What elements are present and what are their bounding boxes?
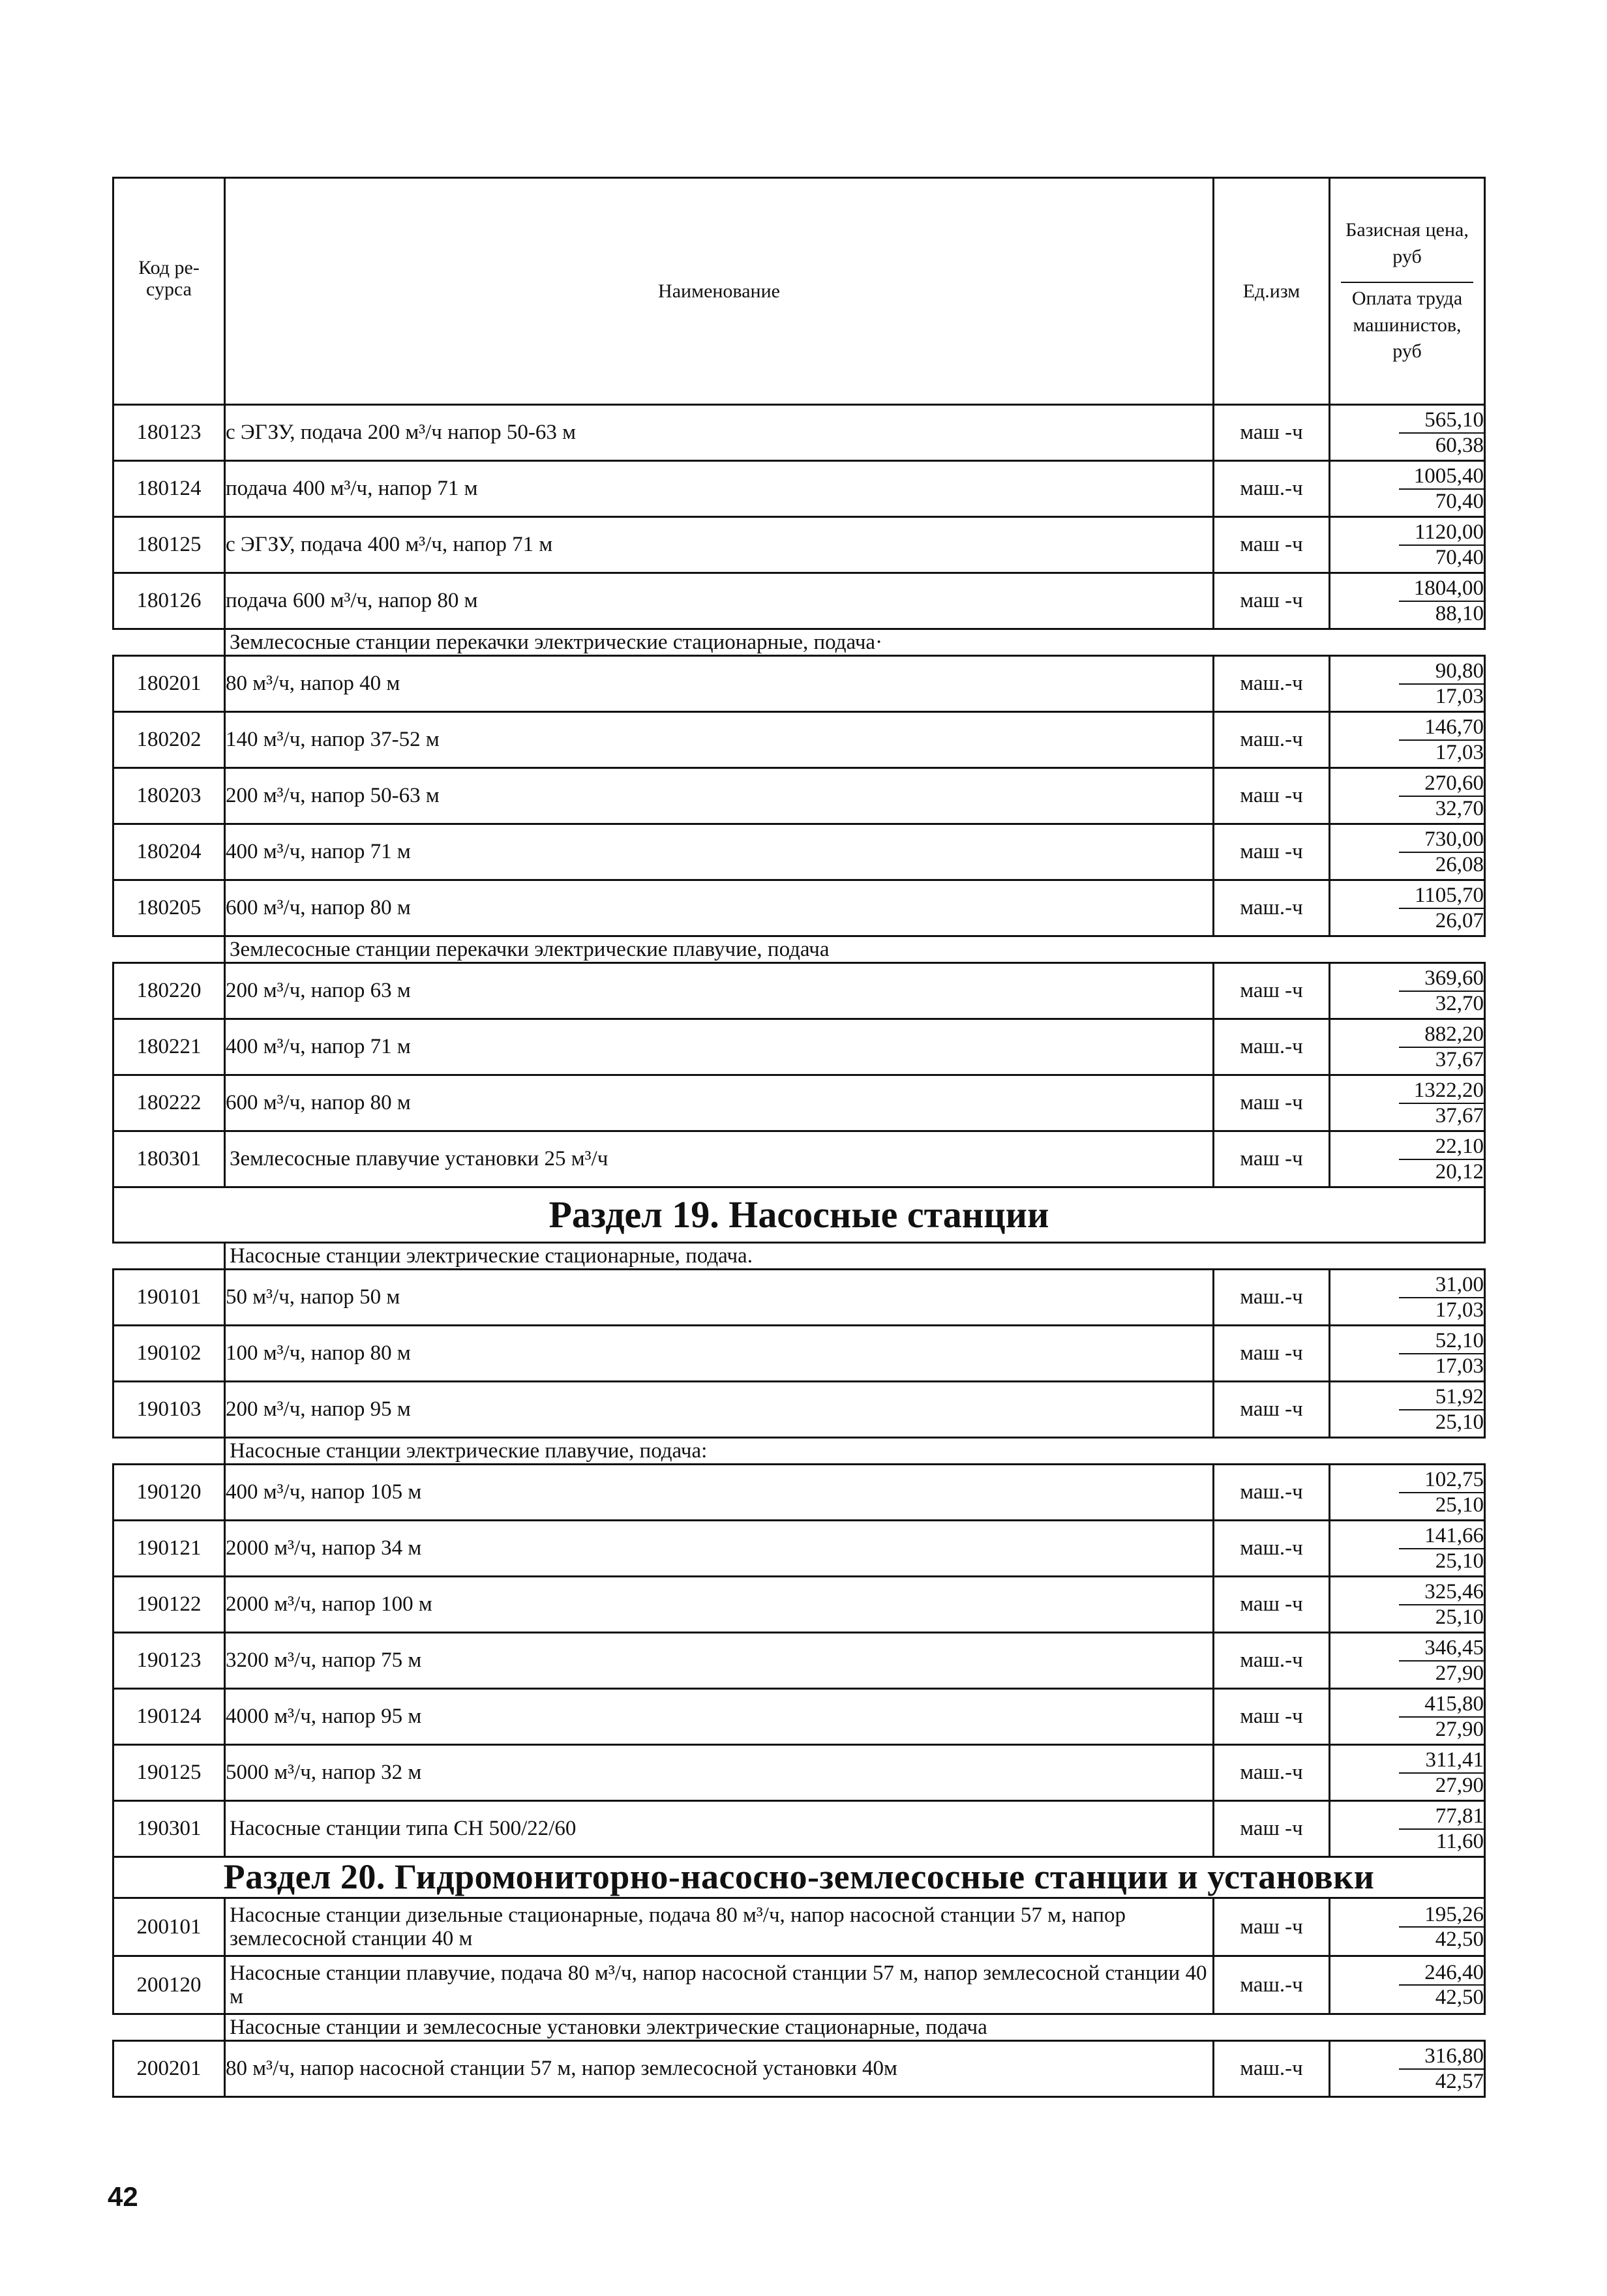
base-price: 565,10 bbox=[1399, 408, 1484, 433]
operator-pay: 70,40 bbox=[1435, 545, 1484, 569]
table-row bbox=[113, 1633, 1485, 1689]
price-cell bbox=[1330, 517, 1485, 573]
resource-name: Насосные станции дизельные стационарные, подача 80 м³/ч, напор насосной станции 57 м, напор землесосной станции 40 м bbox=[225, 1898, 1214, 1956]
base-price: 730,00 bbox=[1399, 827, 1484, 852]
table-row bbox=[113, 712, 1485, 768]
unit-of-measure: маш -ч bbox=[1214, 1326, 1330, 1382]
page-number: 42 bbox=[108, 2181, 138, 2212]
group-heading: Землесосные станции перекачки электрические плавучие, подача bbox=[225, 936, 1485, 963]
price-cell bbox=[1330, 1270, 1485, 1326]
unit-of-measure: маш -ч bbox=[1214, 824, 1330, 880]
resource-name: 5000 м³/ч, напор 32 м bbox=[225, 1745, 1214, 1801]
resource-code: 180205 bbox=[113, 880, 225, 936]
unit-of-measure: маш.-ч bbox=[1214, 656, 1330, 712]
price-cell bbox=[1330, 656, 1485, 712]
resource-name: 100 м³/ч, напор 80 м bbox=[225, 1326, 1214, 1382]
base-price: 246,40 bbox=[1399, 1961, 1484, 1986]
table-row bbox=[113, 1465, 1485, 1521]
group-heading: Землесосные станции перекачки электрические стационарные, подача· bbox=[225, 629, 1485, 656]
base-price: 369,60 bbox=[1399, 966, 1484, 991]
header-name: Наименование bbox=[225, 178, 1214, 405]
price-cell bbox=[1330, 573, 1485, 629]
unit-of-measure: маш -ч bbox=[1214, 1801, 1330, 1857]
section-heading: Раздел 19. Насосные станции bbox=[113, 1187, 1485, 1243]
resource-name: 2000 м³/ч, напор 34 м bbox=[225, 1521, 1214, 1577]
price-cell bbox=[1330, 2041, 1485, 2097]
resource-name: 200 м³/ч, напор 63 м bbox=[225, 963, 1214, 1019]
resource-code: 190122 bbox=[113, 1577, 225, 1633]
resource-code: 200101 bbox=[113, 1898, 225, 1956]
table-row bbox=[113, 1075, 1485, 1131]
resource-name: 200 м³/ч, напор 50-63 м bbox=[225, 768, 1214, 824]
base-price: 31,00 bbox=[1399, 1273, 1484, 1298]
operator-pay: 17,03 bbox=[1435, 1354, 1484, 1378]
resource-name: 3200 м³/ч, напор 75 м bbox=[225, 1633, 1214, 1689]
operator-pay: 20,12 bbox=[1435, 1159, 1484, 1184]
resource-name: 600 м³/ч, напор 80 м bbox=[225, 880, 1214, 936]
group-heading: Насосные станции электрические плавучие, подача: bbox=[225, 1438, 1485, 1465]
header-pay: Оплата труда машинистов, руб bbox=[1341, 282, 1473, 365]
resource-name: подача 400 м³/ч, напор 71 м bbox=[225, 461, 1214, 517]
unit-of-measure: маш -ч bbox=[1214, 517, 1330, 573]
base-price: 51,92 bbox=[1399, 1385, 1484, 1410]
table-row bbox=[113, 1689, 1485, 1745]
resource-code: 190101 bbox=[113, 1270, 225, 1326]
resource-name: 200 м³/ч, напор 95 м bbox=[225, 1382, 1214, 1438]
group-heading-row bbox=[113, 1438, 1485, 1465]
table-row bbox=[113, 963, 1485, 1019]
operator-pay: 25,10 bbox=[1435, 1549, 1484, 1573]
price-cell bbox=[1330, 405, 1485, 461]
group-heading-row bbox=[113, 936, 1485, 963]
unit-of-measure: маш.-ч bbox=[1214, 712, 1330, 768]
unit-of-measure: маш -ч bbox=[1214, 573, 1330, 629]
operator-pay: 25,10 bbox=[1435, 1410, 1484, 1434]
resource-code: 180221 bbox=[113, 1019, 225, 1075]
table-row bbox=[113, 1270, 1485, 1326]
group-heading: Насосные станции электрические стационарные, подача. bbox=[225, 1243, 1485, 1270]
unit-of-measure: маш.-ч bbox=[1214, 1019, 1330, 1075]
table-row bbox=[113, 880, 1485, 936]
operator-pay: 17,03 bbox=[1435, 684, 1484, 708]
base-price: 346,45 bbox=[1399, 1636, 1484, 1661]
resource-code: 200120 bbox=[113, 1956, 225, 2014]
base-price: 325,46 bbox=[1399, 1580, 1484, 1605]
table-row bbox=[113, 1577, 1485, 1633]
operator-pay: 88,10 bbox=[1435, 601, 1484, 625]
group-heading-row bbox=[113, 2014, 1485, 2041]
operator-pay: 25,10 bbox=[1435, 1493, 1484, 1517]
table-row bbox=[113, 768, 1485, 824]
resource-name: 400 м³/ч, напор 71 м bbox=[225, 1019, 1214, 1075]
price-cell bbox=[1330, 1075, 1485, 1131]
resource-code: 180123 bbox=[113, 405, 225, 461]
price-cell bbox=[1330, 1131, 1485, 1187]
table-row bbox=[113, 1801, 1485, 1857]
group-heading: Насосные станции и землесосные установки электрические стационарные, подача bbox=[225, 2014, 1485, 2041]
resource-name: Насосные станции типа СН 500/22/60 bbox=[225, 1801, 1214, 1857]
price-cell bbox=[1330, 1521, 1485, 1577]
unit-of-measure: маш.-ч bbox=[1214, 880, 1330, 936]
resource-name: Насосные станции плавучие, подача 80 м³/ч, напор насосной станции 57 м, напор землесосной станции 40 м bbox=[225, 1956, 1214, 2014]
header-code: Код ре- сурса bbox=[113, 178, 225, 405]
operator-pay: 42,50 bbox=[1435, 1928, 1484, 1951]
table-row bbox=[113, 824, 1485, 880]
unit-of-measure: маш.-ч bbox=[1214, 1465, 1330, 1521]
resource-name: 400 м³/ч, напор 105 м bbox=[225, 1465, 1214, 1521]
operator-pay: 25,10 bbox=[1435, 1605, 1484, 1629]
resource-name: 4000 м³/ч, напор 95 м bbox=[225, 1689, 1214, 1745]
group-code-empty bbox=[113, 1438, 225, 1465]
operator-pay: 27,90 bbox=[1435, 1773, 1484, 1797]
resource-code: 180301 bbox=[113, 1131, 225, 1187]
price-cell bbox=[1330, 1577, 1485, 1633]
unit-of-measure: маш -ч bbox=[1214, 405, 1330, 461]
operator-pay: 27,90 bbox=[1435, 1717, 1484, 1741]
price-table bbox=[112, 177, 1486, 2098]
unit-of-measure: маш.-ч bbox=[1214, 461, 1330, 517]
price-cell bbox=[1330, 1019, 1485, 1075]
unit-of-measure: маш.-ч bbox=[1214, 1956, 1330, 2014]
resource-name: 80 м³/ч, напор 40 м bbox=[225, 656, 1214, 712]
header-price bbox=[1330, 178, 1485, 405]
table-row bbox=[113, 573, 1485, 629]
resource-code: 180125 bbox=[113, 517, 225, 573]
unit-of-measure: маш.-ч bbox=[1214, 1633, 1330, 1689]
price-cell bbox=[1330, 824, 1485, 880]
unit-of-measure: маш.-ч bbox=[1214, 1270, 1330, 1326]
base-price: 311,41 bbox=[1399, 1748, 1484, 1773]
unit-of-measure: маш -ч bbox=[1214, 1898, 1330, 1956]
price-cell bbox=[1330, 1801, 1485, 1857]
unit-of-measure: маш -ч bbox=[1214, 1577, 1330, 1633]
table-row bbox=[113, 1131, 1485, 1187]
resource-name: Землесосные плавучие установки 25 м³/ч bbox=[225, 1131, 1214, 1187]
base-price: 316,80 bbox=[1399, 2044, 1484, 2069]
base-price: 102,75 bbox=[1399, 1468, 1484, 1493]
group-heading-row bbox=[113, 629, 1485, 656]
resource-code: 180203 bbox=[113, 768, 225, 824]
resource-name: с ЭГЗУ, подача 400 м³/ч, напор 71 м bbox=[225, 517, 1214, 573]
operator-pay: 27,90 bbox=[1435, 1661, 1484, 1685]
price-cell bbox=[1330, 1382, 1485, 1438]
base-price: 77,81 bbox=[1399, 1804, 1484, 1829]
resource-code: 180204 bbox=[113, 824, 225, 880]
resource-code: 180202 bbox=[113, 712, 225, 768]
operator-pay: 26,07 bbox=[1435, 908, 1484, 932]
table-row bbox=[113, 461, 1485, 517]
unit-of-measure: маш.-ч bbox=[1214, 1745, 1330, 1801]
table-row bbox=[113, 1956, 1485, 2014]
resource-code: 190103 bbox=[113, 1382, 225, 1438]
operator-pay: 32,70 bbox=[1435, 796, 1484, 820]
price-cell bbox=[1330, 461, 1485, 517]
resource-name: 600 м³/ч, напор 80 м bbox=[225, 1075, 1214, 1131]
resource-code: 190102 bbox=[113, 1326, 225, 1382]
table-row bbox=[113, 1326, 1485, 1382]
base-price: 1804,00 bbox=[1399, 576, 1484, 601]
resource-code: 190301 bbox=[113, 1801, 225, 1857]
resource-code: 200201 bbox=[113, 2041, 225, 2097]
resource-name: 80 м³/ч, напор насосной станции 57 м, напор землесосной установки 40м bbox=[225, 2041, 1214, 2097]
price-cell bbox=[1330, 1633, 1485, 1689]
resource-code: 180220 bbox=[113, 963, 225, 1019]
base-price: 270,60 bbox=[1399, 771, 1484, 796]
operator-pay: 42,57 bbox=[1435, 2069, 1484, 2093]
table-row bbox=[113, 1898, 1485, 1956]
group-heading-row bbox=[113, 1243, 1485, 1270]
base-price: 52,10 bbox=[1399, 1329, 1484, 1354]
resource-code: 190124 bbox=[113, 1689, 225, 1745]
operator-pay: 42,50 bbox=[1435, 1986, 1484, 2009]
base-price: 1322,20 bbox=[1399, 1079, 1484, 1103]
base-price: 1120,00 bbox=[1399, 520, 1484, 545]
price-cell bbox=[1330, 1465, 1485, 1521]
unit-of-measure: маш.-ч bbox=[1214, 2041, 1330, 2097]
section-heading: Раздел 20. Гидромониторно-насосно-землесосные станции и установки bbox=[113, 1857, 1485, 1898]
resource-name: 2000 м³/ч, напор 100 м bbox=[225, 1577, 1214, 1633]
group-code-empty bbox=[113, 1243, 225, 1270]
price-cell bbox=[1330, 1689, 1485, 1745]
resource-name: 140 м³/ч, напор 37-52 м bbox=[225, 712, 1214, 768]
base-price: 415,80 bbox=[1399, 1692, 1484, 1717]
operator-pay: 17,03 bbox=[1435, 1298, 1484, 1322]
unit-of-measure: маш -ч bbox=[1214, 1689, 1330, 1745]
group-code-empty bbox=[113, 936, 225, 963]
resource-code: 180126 bbox=[113, 573, 225, 629]
header-row bbox=[113, 178, 1485, 405]
base-price: 1005,40 bbox=[1399, 464, 1484, 489]
resource-code: 190125 bbox=[113, 1745, 225, 1801]
price-cell bbox=[1330, 1956, 1485, 2014]
section-heading-row bbox=[113, 1857, 1485, 1898]
table-row bbox=[113, 517, 1485, 573]
price-cell bbox=[1330, 1745, 1485, 1801]
base-price: 882,20 bbox=[1399, 1022, 1484, 1047]
unit-of-measure: маш.-ч bbox=[1214, 1521, 1330, 1577]
group-code-empty bbox=[113, 2014, 225, 2041]
table-row bbox=[113, 1521, 1485, 1577]
resource-code: 190121 bbox=[113, 1521, 225, 1577]
table-row bbox=[113, 1745, 1485, 1801]
header-base-price: Базисная цена, руб bbox=[1345, 219, 1469, 267]
operator-pay: 17,03 bbox=[1435, 740, 1484, 764]
operator-pay: 32,70 bbox=[1435, 991, 1484, 1015]
group-code-empty bbox=[113, 629, 225, 656]
table-row bbox=[113, 1019, 1485, 1075]
price-cell bbox=[1330, 712, 1485, 768]
base-price: 22,10 bbox=[1399, 1135, 1484, 1159]
base-price: 146,70 bbox=[1399, 715, 1484, 740]
resource-code: 190123 bbox=[113, 1633, 225, 1689]
resource-code: 180222 bbox=[113, 1075, 225, 1131]
operator-pay: 70,40 bbox=[1435, 489, 1484, 513]
price-cell bbox=[1330, 963, 1485, 1019]
resource-code: 180201 bbox=[113, 656, 225, 712]
operator-pay: 60,38 bbox=[1435, 433, 1484, 457]
table-row bbox=[113, 2041, 1485, 2097]
resource-code: 180124 bbox=[113, 461, 225, 517]
header-unit: Ед.изм bbox=[1214, 178, 1330, 405]
base-price: 1105,70 bbox=[1399, 884, 1484, 908]
unit-of-measure: маш -ч bbox=[1214, 1075, 1330, 1131]
base-price: 90,80 bbox=[1399, 659, 1484, 684]
base-price: 141,66 bbox=[1399, 1524, 1484, 1549]
resource-name: 400 м³/ч, напор 71 м bbox=[225, 824, 1214, 880]
resource-name: 50 м³/ч, напор 50 м bbox=[225, 1270, 1214, 1326]
price-cell bbox=[1330, 880, 1485, 936]
operator-pay: 37,67 bbox=[1435, 1103, 1484, 1127]
operator-pay: 37,67 bbox=[1435, 1047, 1484, 1071]
price-cell bbox=[1330, 768, 1485, 824]
operator-pay: 11,60 bbox=[1435, 1829, 1484, 1853]
unit-of-measure: маш -ч bbox=[1214, 1131, 1330, 1187]
operator-pay: 26,08 bbox=[1435, 852, 1484, 876]
price-table-body bbox=[113, 178, 1485, 2097]
resource-name: с ЭГЗУ, подача 200 м³/ч напор 50-63 м bbox=[225, 405, 1214, 461]
unit-of-measure: маш -ч bbox=[1214, 963, 1330, 1019]
resource-name: подача 600 м³/ч, напор 80 м bbox=[225, 573, 1214, 629]
base-price: 195,26 bbox=[1399, 1903, 1484, 1928]
table-row bbox=[113, 1382, 1485, 1438]
unit-of-measure: маш -ч bbox=[1214, 768, 1330, 824]
section-heading-row bbox=[113, 1187, 1485, 1243]
resource-code: 190120 bbox=[113, 1465, 225, 1521]
price-cell bbox=[1330, 1326, 1485, 1382]
table-row bbox=[113, 656, 1485, 712]
price-cell bbox=[1330, 1898, 1485, 1956]
unit-of-measure: маш -ч bbox=[1214, 1382, 1330, 1438]
table-row bbox=[113, 405, 1485, 461]
